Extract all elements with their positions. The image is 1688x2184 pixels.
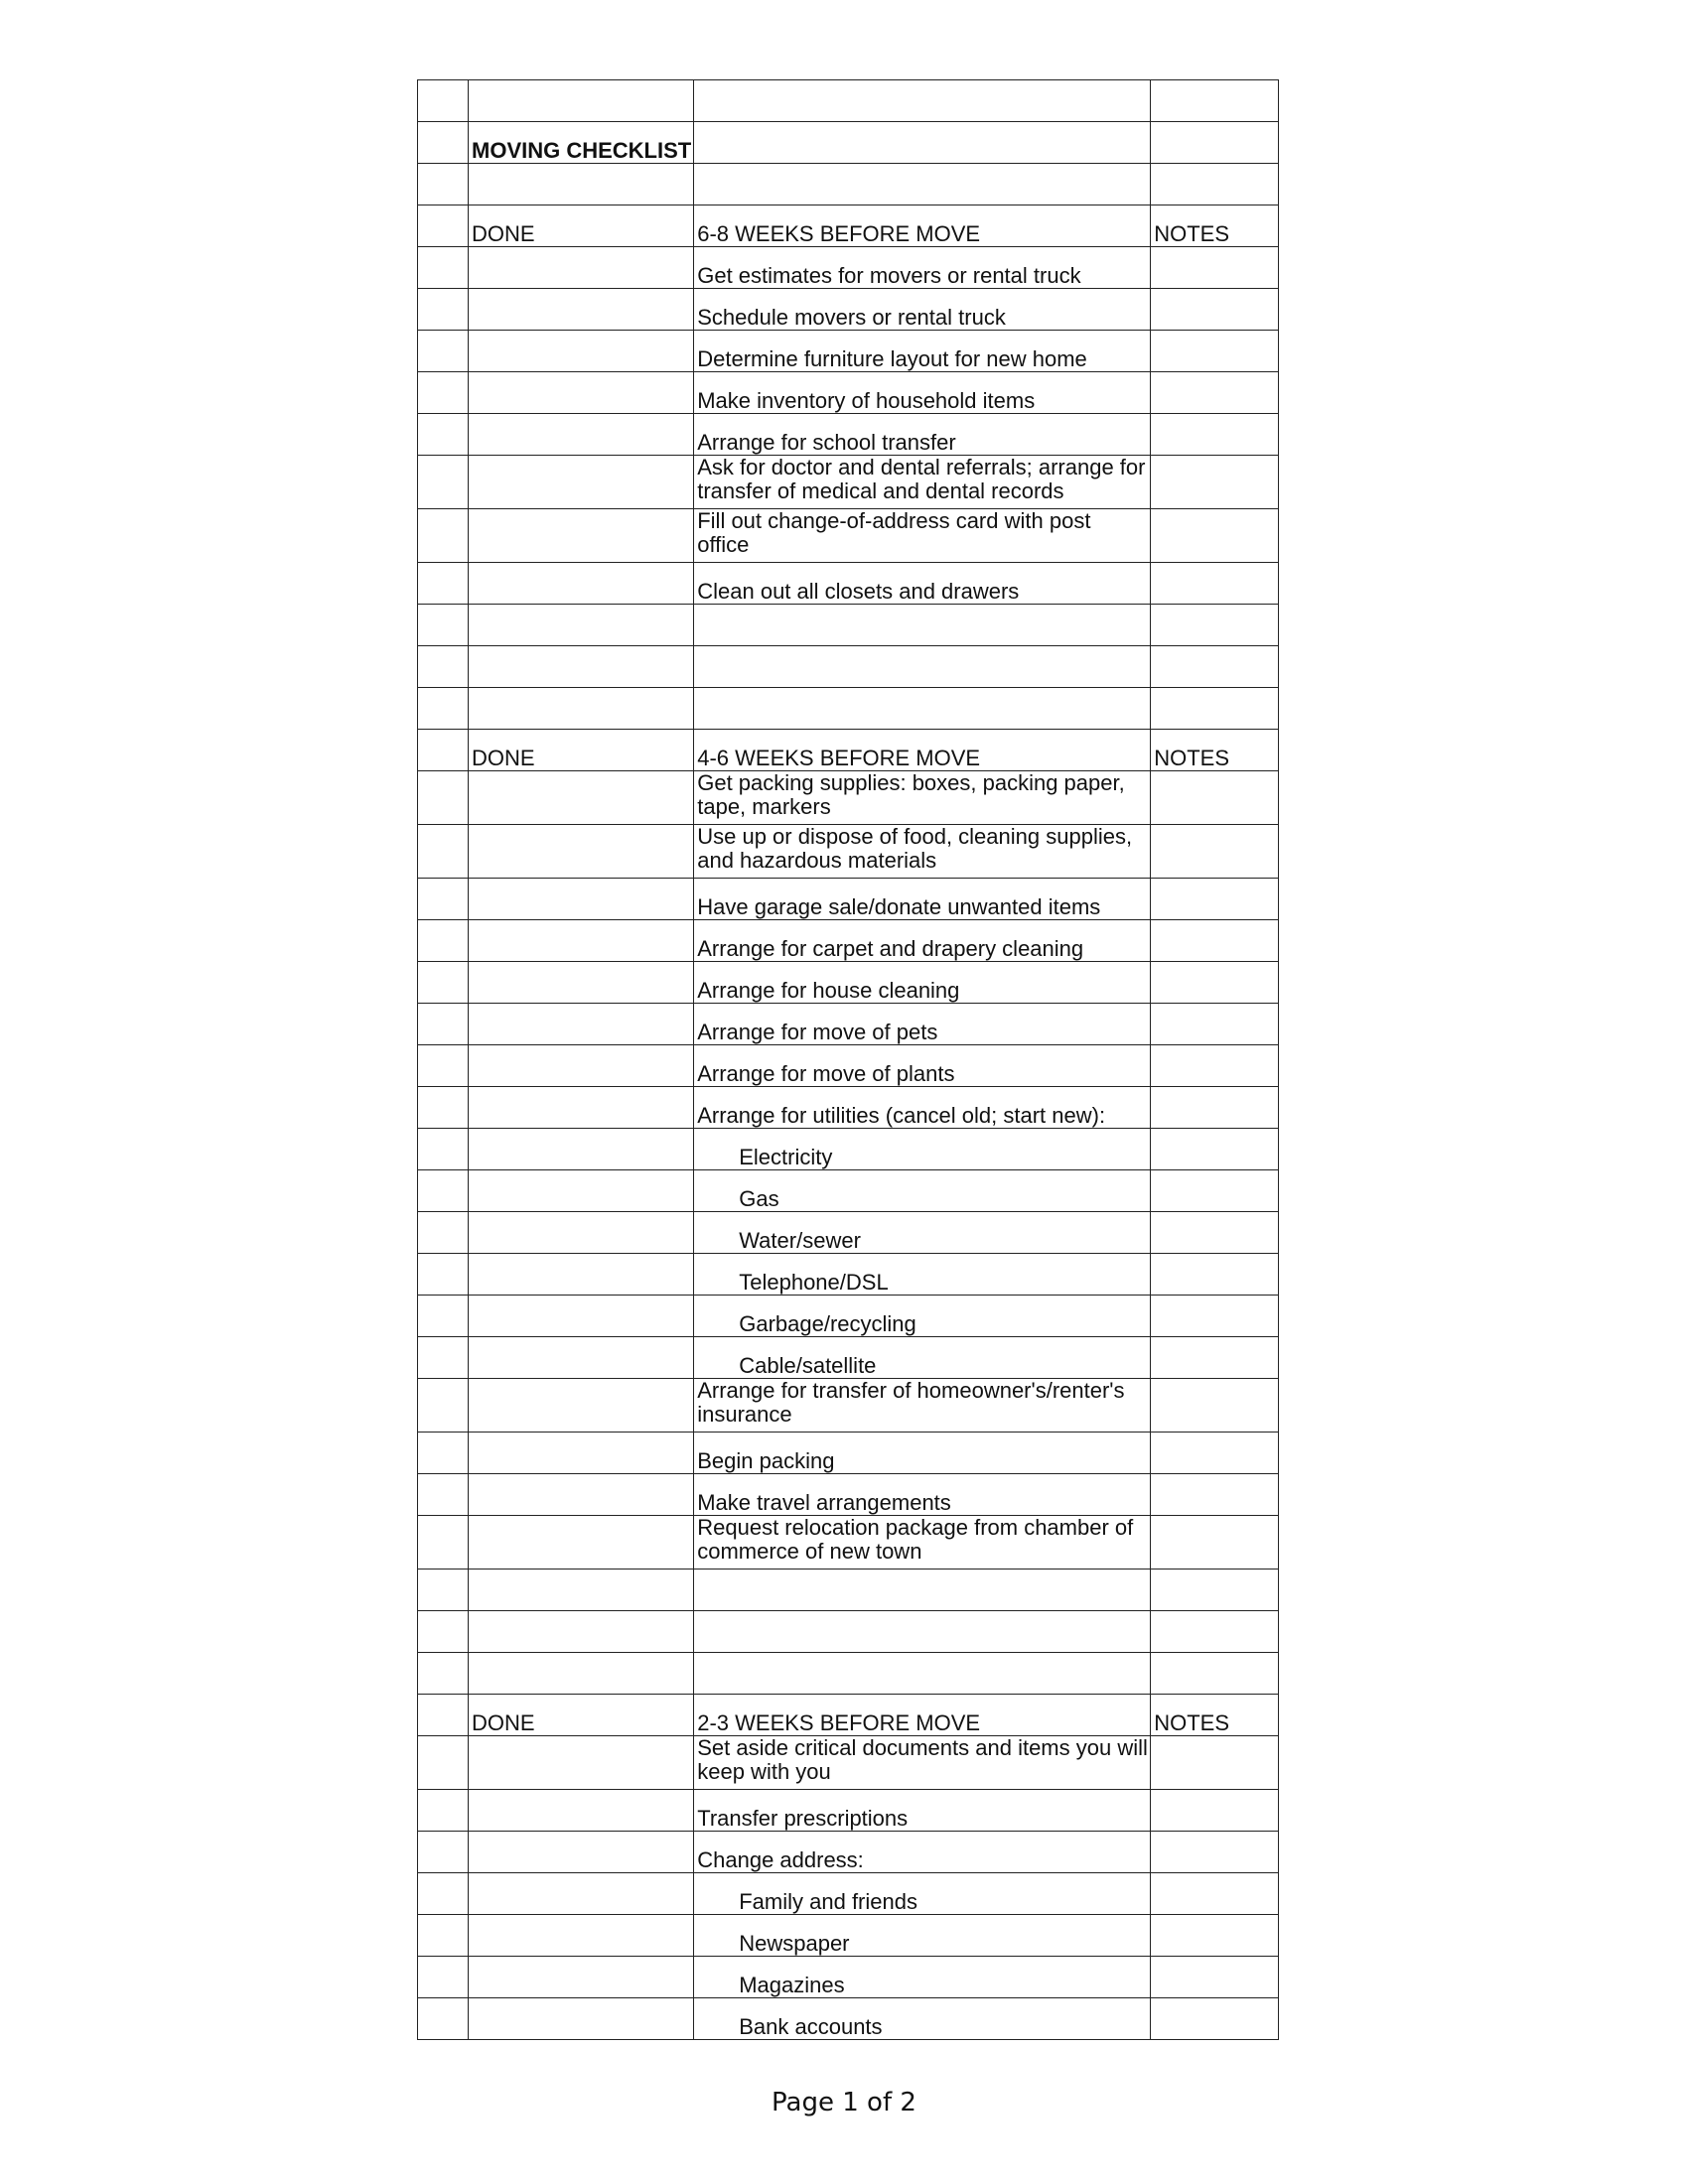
row-marker-cell [418, 372, 469, 414]
notes-cell[interactable] [1151, 1045, 1279, 1087]
notes-cell[interactable] [1151, 879, 1279, 920]
row-marker-cell [418, 1516, 469, 1570]
notes-cell[interactable] [1151, 456, 1279, 509]
section-header-row [418, 730, 1279, 771]
section-header-row [418, 205, 1279, 247]
blank-row [418, 164, 1279, 205]
task-text: Arrange for move of pets [694, 1004, 1151, 1045]
task-text: Arrange for transfer of homeowner's/renter's insurance [694, 1379, 1151, 1433]
notes-cell[interactable] [1151, 1474, 1279, 1516]
done-checkbox-cell[interactable] [469, 1296, 694, 1337]
done-checkbox-cell[interactable] [469, 331, 694, 372]
row-marker-cell [418, 1212, 469, 1254]
checklist-item-row [418, 1129, 1279, 1170]
notes-cell[interactable] [1151, 646, 1279, 688]
notes-cell[interactable] [1151, 1790, 1279, 1832]
row-marker-cell [418, 825, 469, 879]
done-checkbox-cell[interactable] [469, 1129, 694, 1170]
section-heading: 6-8 WEEKS BEFORE MOVE [694, 205, 1151, 247]
sub-task-text: Telephone/DSL [694, 1254, 1151, 1296]
checklist-item-row [418, 1004, 1279, 1045]
done-checkbox-cell[interactable] [469, 1254, 694, 1296]
done-checkbox-cell[interactable] [469, 1004, 694, 1045]
checklist-item-row [418, 1170, 1279, 1212]
task-text: Arrange for house cleaning [694, 962, 1151, 1004]
notes-cell[interactable] [1151, 1653, 1279, 1695]
notes-cell[interactable] [1151, 1337, 1279, 1379]
task-cell[interactable] [694, 1653, 1151, 1695]
row-marker-cell [418, 1695, 469, 1736]
notes-column-header: NOTES [1151, 730, 1279, 771]
task-text: Make travel arrangements [694, 1474, 1151, 1516]
checklist-item-row [418, 289, 1279, 331]
notes-cell[interactable] [1151, 289, 1279, 331]
done-column-header: DONE [469, 1695, 694, 1736]
notes-cell[interactable] [1151, 563, 1279, 605]
checklist-item-row [418, 1254, 1279, 1296]
done-checkbox-cell[interactable] [469, 1337, 694, 1379]
done-cell[interactable] [469, 1611, 694, 1653]
done-checkbox-cell[interactable] [469, 1045, 694, 1087]
row-marker-cell [418, 771, 469, 825]
notes-cell[interactable] [1151, 1170, 1279, 1212]
notes-cell[interactable] [1151, 1570, 1279, 1611]
checklist-item-row [418, 1045, 1279, 1087]
task-cell[interactable] [694, 1611, 1151, 1653]
row-marker-cell [418, 920, 469, 962]
row-marker-cell [418, 646, 469, 688]
sub-task-text: Cable/satellite [694, 1337, 1151, 1379]
sub-task-text: Gas [694, 1170, 1151, 1212]
task-text: Arrange for school transfer [694, 414, 1151, 456]
blank-row [418, 1653, 1279, 1695]
row-marker-cell [418, 414, 469, 456]
row-marker-cell [418, 962, 469, 1004]
section-heading: 4-6 WEEKS BEFORE MOVE [694, 730, 1151, 771]
done-checkbox-cell[interactable] [469, 1998, 694, 2040]
checklist-item-row [418, 1957, 1279, 1998]
done-cell[interactable] [469, 1570, 694, 1611]
sub-task-text: Newspaper [694, 1915, 1151, 1957]
row-marker-cell [418, 730, 469, 771]
task-text: Schedule movers or rental truck [694, 289, 1151, 331]
task-cell[interactable] [694, 1570, 1151, 1611]
notes-cell[interactable] [1151, 771, 1279, 825]
row-marker-cell [418, 1170, 469, 1212]
done-checkbox-cell[interactable] [469, 1873, 694, 1915]
done-checkbox-cell[interactable] [469, 825, 694, 879]
checklist-item-row [418, 1337, 1279, 1379]
done-checkbox-cell[interactable] [469, 1832, 694, 1873]
task-text: Arrange for utilities (cancel old; start new): [694, 1087, 1151, 1129]
done-checkbox-cell[interactable] [469, 771, 694, 825]
task-text: Transfer prescriptions [694, 1790, 1151, 1832]
notes-cell[interactable] [1151, 1433, 1279, 1474]
task-text: Make inventory of household items [694, 372, 1151, 414]
notes-cell[interactable] [1151, 1957, 1279, 1998]
done-checkbox-cell[interactable] [469, 879, 694, 920]
done-checkbox-cell[interactable] [469, 920, 694, 962]
row-marker-cell [418, 1790, 469, 1832]
row-marker-cell [418, 331, 469, 372]
done-checkbox-cell[interactable] [469, 456, 694, 509]
task-text: Get estimates for movers or rental truck [694, 247, 1151, 289]
task-text: Arrange for move of plants [694, 1045, 1151, 1087]
notes-cell[interactable] [1151, 247, 1279, 289]
task-cell[interactable] [694, 688, 1151, 730]
row-marker-cell [418, 164, 469, 205]
row-marker-cell [418, 247, 469, 289]
task-cell[interactable] [694, 605, 1151, 646]
row-marker-cell [418, 1611, 469, 1653]
checklist-item-row [418, 1998, 1279, 2040]
blank-row [418, 80, 1279, 122]
done-checkbox-cell[interactable] [469, 289, 694, 331]
notes-cell[interactable] [1151, 1611, 1279, 1653]
checklist-item-row [418, 372, 1279, 414]
sub-task-text: Water/sewer [694, 1212, 1151, 1254]
task-text: Arrange for carpet and drapery cleaning [694, 920, 1151, 962]
checklist-item-row [418, 825, 1279, 879]
checklist-item-row [418, 414, 1279, 456]
notes-cell[interactable] [1151, 1915, 1279, 1957]
notes-cell[interactable] [1151, 414, 1279, 456]
notes-cell[interactable] [1151, 1004, 1279, 1045]
done-cell[interactable] [469, 646, 694, 688]
task-text: Use up or dispose of food, cleaning supplies, and hazardous materials [694, 825, 1151, 879]
notes-cell[interactable] [1151, 825, 1279, 879]
done-checkbox-cell[interactable] [469, 1915, 694, 1957]
checklist-item-row [418, 509, 1279, 563]
notes-cell[interactable] [1151, 1087, 1279, 1129]
done-cell[interactable] [469, 1653, 694, 1695]
row-marker-cell [418, 80, 469, 122]
done-cell[interactable] [469, 164, 694, 205]
section-heading: 2-3 WEEKS BEFORE MOVE [694, 1695, 1151, 1736]
row-marker-cell [418, 1087, 469, 1129]
done-column-header: DONE [469, 205, 694, 247]
row-marker-cell [418, 1296, 469, 1337]
row-marker-cell [418, 688, 469, 730]
done-checkbox-cell[interactable] [469, 372, 694, 414]
row-marker-cell [418, 1957, 469, 1998]
notes-cell[interactable] [1151, 509, 1279, 563]
row-marker-cell [418, 1004, 469, 1045]
row-marker-cell [418, 289, 469, 331]
notes-cell[interactable] [1151, 80, 1279, 122]
checklist-title: MOVING CHECKLIST [469, 122, 694, 164]
done-checkbox-cell[interactable] [469, 1379, 694, 1433]
task-text: Fill out change-of-address card with post office [694, 509, 1151, 563]
checklist-item-row [418, 962, 1279, 1004]
blank-row [418, 605, 1279, 646]
done-checkbox-cell[interactable] [469, 962, 694, 1004]
row-marker-cell [418, 1379, 469, 1433]
blank-row [418, 1570, 1279, 1611]
sub-task-text: Family and friends [694, 1873, 1151, 1915]
row-marker-cell [418, 122, 469, 164]
row-marker-cell [418, 509, 469, 563]
row-marker-cell [418, 1045, 469, 1087]
checklist-item-row [418, 1474, 1279, 1516]
row-marker-cell [418, 1998, 469, 2040]
sub-task-text: Electricity [694, 1129, 1151, 1170]
notes-column-header: NOTES [1151, 205, 1279, 247]
done-checkbox-cell[interactable] [469, 1087, 694, 1129]
row-marker-cell [418, 205, 469, 247]
notes-cell[interactable] [1151, 372, 1279, 414]
task-text: Ask for doctor and dental referrals; arrange for transfer of medical and dental records [694, 456, 1151, 509]
task-cell[interactable] [694, 80, 1151, 122]
notes-column-header: NOTES [1151, 1695, 1279, 1736]
checklist-item-row [418, 1790, 1279, 1832]
done-checkbox-cell[interactable] [469, 563, 694, 605]
task-text: Set aside critical documents and items you will keep with you [694, 1736, 1151, 1790]
notes-cell[interactable] [1151, 331, 1279, 372]
notes-cell[interactable] [1151, 1873, 1279, 1915]
done-checkbox-cell[interactable] [469, 1433, 694, 1474]
row-marker-cell [418, 1915, 469, 1957]
row-marker-cell [418, 1873, 469, 1915]
task-text: Request relocation package from chamber of commerce of new town [694, 1516, 1151, 1570]
row-marker-cell [418, 1433, 469, 1474]
checklist-item-row [418, 1915, 1279, 1957]
task-text: Change address: [694, 1832, 1151, 1873]
checklist-item-row [418, 1433, 1279, 1474]
notes-cell[interactable] [1151, 962, 1279, 1004]
checklist-item-row [418, 879, 1279, 920]
checklist-item-row [418, 456, 1279, 509]
checklist-item-row [418, 1379, 1279, 1433]
checklist-table [417, 79, 1279, 2040]
sub-task-text: Magazines [694, 1957, 1151, 1998]
done-checkbox-cell[interactable] [469, 1790, 694, 1832]
row-marker-cell [418, 879, 469, 920]
notes-cell[interactable] [1151, 688, 1279, 730]
checklist-item-row [418, 1516, 1279, 1570]
checklist-item-row [418, 1832, 1279, 1873]
task-cell[interactable] [694, 164, 1151, 205]
done-checkbox-cell[interactable] [469, 509, 694, 563]
row-marker-cell [418, 1129, 469, 1170]
blank-row [418, 688, 1279, 730]
checklist-item-row [418, 771, 1279, 825]
row-marker-cell [418, 1570, 469, 1611]
row-marker-cell [418, 1254, 469, 1296]
done-checkbox-cell[interactable] [469, 1474, 694, 1516]
notes-cell[interactable] [1151, 122, 1279, 164]
notes-cell[interactable] [1151, 1379, 1279, 1433]
notes-cell[interactable] [1151, 164, 1279, 205]
notes-cell[interactable] [1151, 1212, 1279, 1254]
checklist-item-row [418, 1212, 1279, 1254]
task-text: Clean out all closets and drawers [694, 563, 1151, 605]
notes-cell[interactable] [1151, 1296, 1279, 1337]
blank-row [418, 1611, 1279, 1653]
title-row [418, 122, 1279, 164]
section-header-row [418, 1695, 1279, 1736]
notes-cell[interactable] [1151, 1832, 1279, 1873]
checklist-item-row [418, 1087, 1279, 1129]
checklist-item-row [418, 563, 1279, 605]
done-checkbox-cell[interactable] [469, 1516, 694, 1570]
notes-cell[interactable] [1151, 920, 1279, 962]
checklist-item-row [418, 920, 1279, 962]
task-text: Begin packing [694, 1433, 1151, 1474]
task-cell[interactable] [694, 122, 1151, 164]
notes-cell[interactable] [1151, 1998, 1279, 2040]
checklist-item-row [418, 331, 1279, 372]
sub-task-text: Bank accounts [694, 1998, 1151, 2040]
row-marker-cell [418, 605, 469, 646]
done-checkbox-cell[interactable] [469, 1212, 694, 1254]
done-checkbox-cell[interactable] [469, 414, 694, 456]
done-checkbox-cell[interactable] [469, 1170, 694, 1212]
checklist-item-row [418, 1736, 1279, 1790]
page-number: Page 1 of 2 [772, 2088, 916, 2117]
row-marker-cell [418, 1337, 469, 1379]
notes-cell[interactable] [1151, 1254, 1279, 1296]
notes-cell[interactable] [1151, 1516, 1279, 1570]
notes-cell[interactable] [1151, 1129, 1279, 1170]
checklist-item-row [418, 1873, 1279, 1915]
done-column-header: DONE [469, 730, 694, 771]
task-text: Get packing supplies: boxes, packing paper, tape, markers [694, 771, 1151, 825]
done-checkbox-cell[interactable] [469, 1736, 694, 1790]
row-marker-cell [418, 1736, 469, 1790]
done-cell[interactable] [469, 80, 694, 122]
done-checkbox-cell[interactable] [469, 247, 694, 289]
checklist-item-row [418, 247, 1279, 289]
task-text: Determine furniture layout for new home [694, 331, 1151, 372]
checklist-item-row [418, 1296, 1279, 1337]
blank-row [418, 646, 1279, 688]
checklist-body [418, 80, 1279, 2040]
done-cell[interactable] [469, 688, 694, 730]
done-cell[interactable] [469, 605, 694, 646]
row-marker-cell [418, 456, 469, 509]
row-marker-cell [418, 1474, 469, 1516]
row-marker-cell [418, 1653, 469, 1695]
done-checkbox-cell[interactable] [469, 1957, 694, 1998]
sub-task-text: Garbage/recycling [694, 1296, 1151, 1337]
task-text: Have garage sale/donate unwanted items [694, 879, 1151, 920]
task-cell[interactable] [694, 646, 1151, 688]
notes-cell[interactable] [1151, 605, 1279, 646]
notes-cell[interactable] [1151, 1736, 1279, 1790]
row-marker-cell [418, 1832, 469, 1873]
row-marker-cell [418, 563, 469, 605]
